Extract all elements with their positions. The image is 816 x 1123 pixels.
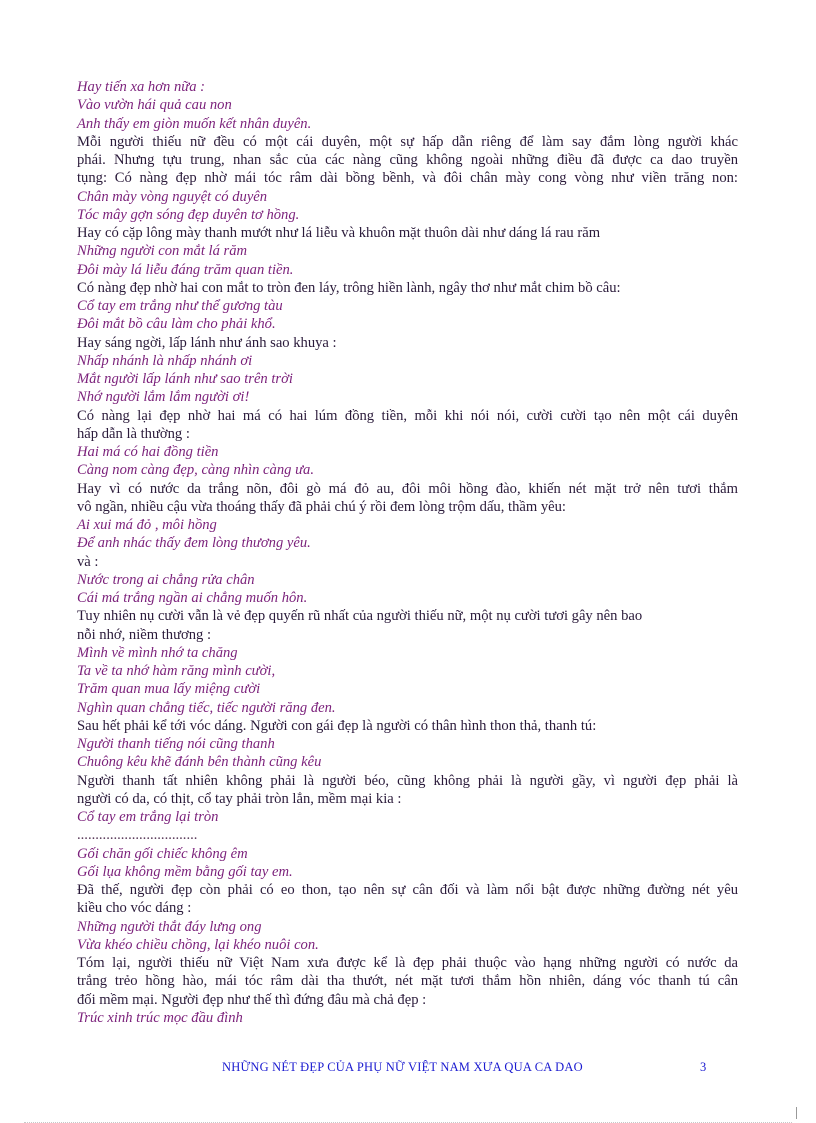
verse-line: Nhấp nhánh là nhấp nhánh ơi [77,352,253,369]
prose-line: nỗi nhớ, niềm thương : [77,626,212,643]
prose-line: Tóm lại, người thiếu nữ Việt Nam xưa được kể là đẹp phải thuộc vào hạng những người có nước da [77,955,738,971]
verse-line: Chuông kêu khẽ đánh bên thành cũng kêu [77,754,322,771]
prose-line: người có da, có thịt, cổ tay phải tròn lẳn, mềm mại kia : [77,790,402,807]
verse-line: Vào vườn hái quả cau non [77,97,232,114]
prose-line: Mỗi người thiếu nữ đều có một cái duyên, một sự hấp dẫn riêng để làm say đắm lòng người khác [77,133,738,150]
prose-line: vô ngần, nhiều cậu vừa thoáng thấy đã phải chú ý rồi đem lòng trộm dấu, thầm yêu: [77,498,566,515]
verse-line: Để anh nhác thấy đem lòng thương yêu. [77,535,311,552]
verse-line: Đôi mắt bồ câu làm cho phải khổ. [77,316,276,333]
page-corner-mark [796,1107,803,1119]
verse-line: Chân mày vòng nguyệt có duyên [77,188,268,205]
verse-line: Càng nom càng đẹp, càng nhìn càng ưa. [77,462,314,479]
prose-line: Có nàng đẹp nhờ hai con mắt to tròn đen láy, trông hiền lành, ngây thơ như mắt chim bồ câu: [77,279,621,296]
document-body [77,78,738,1027]
prose-line: và : [77,553,99,570]
verse-line: Nghìn quan chẳng tiếc, tiếc người răng đen. [77,699,336,716]
verse-line: Cổ tay em trắng lại tròn [77,809,219,825]
prose-line: Hay sáng ngời, lấp lánh như ánh sao khuya : [77,334,337,351]
verse-line: Cái má trắng ngần ai chẳng muốn hôn. [77,590,308,606]
verse-line: Trăm quan mua lấy miệng cười [77,681,261,698]
prose-line: Đã thế, người đẹp còn phải có eo thon, tạo nên sự cân đối và làm nổi bật được những đường nét yêu [77,882,738,898]
verse-line: Cổ tay em trắng như thể gương tàu [77,298,283,314]
verse-line: Đôi mày lá liễu đáng trăm quan tiền. [77,261,294,278]
verse-line: Gối lụa không mềm bằng gối tay em. [77,863,293,880]
verse-line: Trúc xinh trúc mọc đầu đình [77,1009,243,1026]
verse-line: Người thanh tiếng nói cũng thanh [77,736,275,752]
ellipsis-line: ................................. [77,827,198,844]
prose-line: Có nàng lại đẹp nhờ hai má có hai lúm đồng tiền, mỗi khi nói nói, cười cười tạo nên một cái duyên [77,407,738,424]
prose-line: tụng: Có nàng đẹp nhờ mái tóc râm dài bồng bềnh, và đôi chân mày cong vòng như viền trăng non: [77,170,738,187]
verse-line: Nước trong ai chẳng rửa chân [77,571,255,588]
verse-line: Ai xui má đỏ , môi hồng [77,517,217,533]
verse-line: Mình về mình nhớ ta chăng [77,644,238,661]
prose-line: trắng trẻo hồng hào, mái tóc râm dài tha thướt, nét mặt tươi thắm hồn nhiên, dáng vóc thanh tú cân [77,973,738,990]
prose-line: Tuy nhiên nụ cười vẫn là vẻ đẹp quyến rũ nhất của người thiếu nữ, một nụ cười tươi gây nên bao [77,608,643,625]
verse-line: Mắt người lấp lánh như sao trên trời [77,371,293,387]
prose-line: Người thanh tất nhiên không phải là người béo, cũng không phải là người gầy, vì người đẹp phải là [77,772,738,789]
prose-line: hấp dẫn là thường : [77,425,190,442]
prose-line: Hay vì có nước da trắng nõn, đôi gò má đỏ au, đôi môi hồng đào, khiến nét mặt trở nên tươi thắm [77,480,738,497]
verse-line: Nhớ người lắm lắm người ơi! [77,389,250,406]
prose-line: phái. Nhưng tựu trung, nhan sắc của các nàng cũng không ngoài những điều đã được ca dao truyền [77,152,738,168]
footer-title: NHỮNG NÉT ĐẸP CỦA PHỤ NỮ VIỆT NAM XƯA QUA CA DAO [222,1060,583,1074]
verse-line: Những người thắt đáy lưng ong [77,918,262,935]
verse-line: Tóc mây gợn sóng đẹp duyên tơ hồng. [77,206,300,223]
verse-line: Vừa khéo chiều chồng, lại khéo nuôi con. [77,936,319,953]
verse-line: Ta về ta nhớ hàm răng mình cười, [77,663,276,679]
verse-line: Hai má có hai đồng tiền [77,444,219,460]
page-number: 3 [700,1060,707,1074]
prose-line: Sau hết phải kể tới vóc dáng. Người con gái đẹp là người có thân hình thon thả, thanh tú: [77,717,597,734]
verse-line: Những người con mắt lá răm [77,243,248,260]
prose-line: đối mềm mại. Người đẹp như thế thì đứng đâu mà chả đẹp : [77,991,427,1008]
verse-line: Anh thấy em giòn muốn kết nhân duyên. [77,115,312,132]
prose-line: Hay có cặp lông mày thanh mướt như lá liễu và khuôn mặt thuôn dài như dáng lá rau răm [77,225,601,241]
prose-line: kiều cho vóc dáng : [77,900,192,917]
verse-line: Hay tiến xa hơn nữa : [77,79,206,95]
verse-line: Gối chăn gối chiếc không êm [77,845,248,862]
